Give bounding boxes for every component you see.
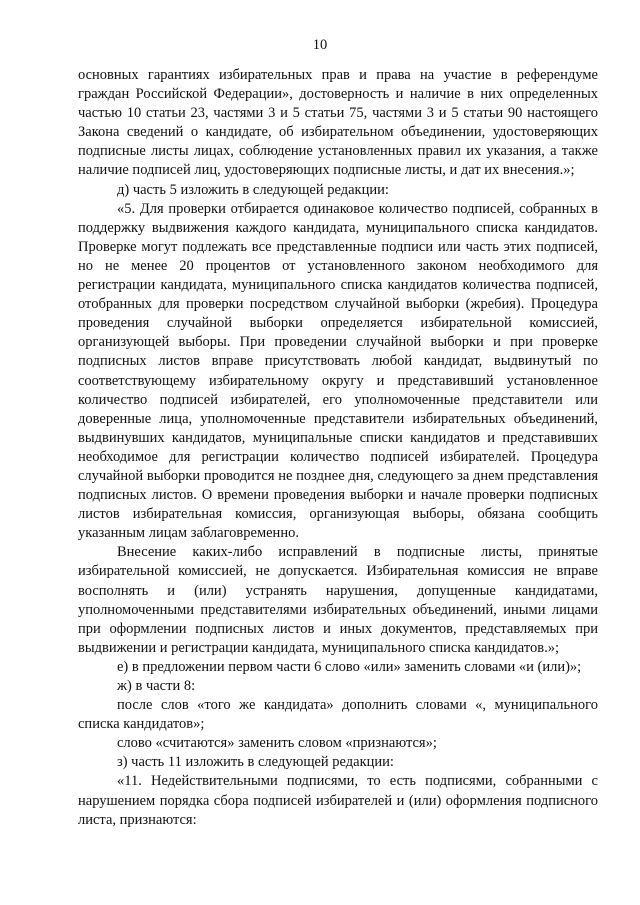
paragraph-word-replace: слово «считаются» заменить словом «признаются»; [117, 735, 437, 752]
paragraph-part-5: «5. Для проверки отбирается одинаковое количество подписей, собранных в поддержку выдвижения каждого кандидата, муниципального списка кандидатов. Проверке могут подлежать все представленные подписи или часть этих подписей, но не менее 20 процентов от установленного законом необходимого для регистрации кандидата, муниципального списка кандидатов количества подписей, отобранных для проверки посредством случайной выборки (жребия). Процедура проведения случайной выборки определяется избирательной комиссией, организующей выборы. При проведении случайной выборки и при проверке подписных листов вправе присутствовать любой кандидат, выдвинутый по соответствующему избирательному округу и представивший установленное количество подписей избирателей, его уполномоченные представители или доверенные лица, уполномоченные представители избирательных объединений, выдвинувших кандидатов, муниципальные списки кандидатов и представивших необходимое для регистрации количество подписей избирателей. Процедура случайной выборки проводится не позднее дня, следующего за днем представления подписных листов. О времени проведения выборки и начале проверки подписных листов избирательная комиссия, организующая выборы, обязана сообщить указанным лицам заблаговременно. [78, 200, 598, 542]
page-number: 10 [312, 37, 328, 53]
paragraph-continuation: основных гарантиях избирательных прав и права на участие в референдуме граждан Российской Федерации», достоверность и наличие в них определенных частью 10 статьи 23, частями 3 и 5 статьи 75, частями 3 и 5 статьи 90 настоящего Закона сведений о кандидате, об избирательном объединении, удостоверяющих подписные листы лицах, соблюдение установленных правил их указания, а также наличие подписей лиц, удостоверяющих подписные листы, и дат их внесения.»; [78, 67, 598, 179]
paragraph-item-z: з) часть 11 изложить в следующей редакции: [117, 754, 394, 771]
paragraph-item-d: д) часть 5 изложить в следующей редакции: [117, 181, 389, 198]
paragraph-after-words: после слов «того же кандидата» дополнить словами «, муниципального списка кандидатов»; [78, 697, 598, 733]
paragraph-part-11: «11. Недействительными подписями, то есть подписями, собранными с нарушением порядка сбора подписей избирателей и (или) оформления подписного листа, признаются: [78, 773, 598, 828]
paragraph-corrections: Внесение каких-либо исправлений в подписные листы, принятые избирательной комиссией, не допускается. Избирательная комиссия не вправе восполнять и (или) устранять нарушения, допущенные кандидатами, уполномоченными представителями избирательных объединений, иными лицами при оформлении подписных листов и иных документов, представляемых при выдвижении и регистрации кандидата, муниципального списка кандидатов.»; [78, 544, 598, 656]
document-body [78, 66, 598, 830]
paragraph-item-e: е) в предложении первом части 6 слово «или» заменить словами «и (или)»; [117, 658, 582, 675]
paragraph-item-zh: ж) в части 8: [117, 678, 196, 694]
